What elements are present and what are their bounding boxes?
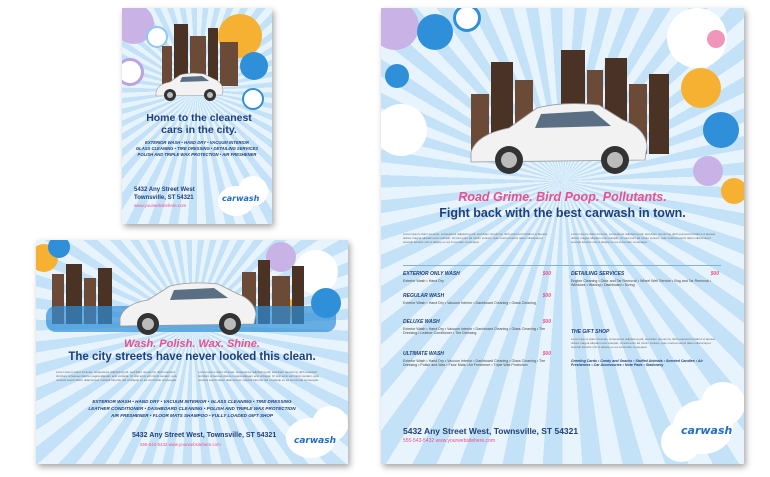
- car-image: [465, 98, 655, 176]
- service-line: POLISH AND TRIPLE WAX PROTECTION • AIR FRESHENER: [137, 152, 257, 157]
- headline: The city streets have never looked this clean.: [68, 351, 316, 363]
- services-list: [50, 398, 334, 419]
- body-text-left: Lorem ipsum dolor sit amet, consectetur adipiscing elit, sed diam nonummy nibh euismod tincidunt ut laoreet dolore magna aliquam erat volutpat. Ut wisi enim ad minim veniam, quis nostrud exerci tation ullamcorper suscipit lobortis nisl ut aliquip ex ea commodo consequat.: [403, 232, 548, 244]
- menu-item-exterior: EXTERIOR ONLY WASH $00: [403, 271, 551, 277]
- services-list: [132, 140, 262, 158]
- carwash-logo: carwash: [681, 424, 733, 437]
- phone-website: 555-543-5432 www.yourwebsitehere.com: [403, 438, 495, 444]
- service-line: EXTERIOR WASH • HAND DRY • VACUUM INTERIOR: [145, 140, 249, 145]
- menu-item-deluxe: DELUXE WASH $00: [403, 319, 551, 325]
- postcard: [36, 240, 348, 464]
- car-image: [152, 70, 226, 102]
- body-text-right: Lorem ipsum dolor sit amet, consectetur adipiscing elit, sed diam nonummy nibh euismod tincidunt ut laoreet dolore magna aliquam erat volutpat. Ut wisi enim ad minim veniam, quis nostrud exerci tation ullamcorper suscipit lobortis nisl ut aliquip ex ea commodo consequat.: [198, 370, 319, 382]
- menu-item-regular: REGULAR WASH $00: [403, 293, 551, 299]
- phone-website: 555-543-5432 www.yourwebsitehere.com: [140, 442, 221, 447]
- body-text-left: Lorem ipsum dolor sit amet, consectetur adipiscing elit, sed diam nonummy nibh euismod tincidunt ut laoreet dolore magna aliquam erat volutpat. Ut wisi enim ad minim veniam, quis nostrud exerci tation ullamcorper suscipit lobortis nisl ut aliquip ex ea commodo consequat.: [56, 370, 177, 382]
- tagline: Road Grime. Bird Poop. Pollutants.: [458, 190, 667, 204]
- flyer-large: Road Grime. Bird Poop. Pollutants. Fight back with the best carwash in town. Lorem ipsum dolor sit amet, consectetur adipiscing elit, sed diam nonummy nibh euismod tincidunt ut laoreet dolore magna aliquam erat volutpat. Ut wisi enim ad minim veniam, quis nostrud exerci tation ullamcorper suscipit lobortis nisl ut aliquip ex ea commodo consequat. Lorem ipsum dolor sit amet, consectetur adipiscing elit, sed diam nonummy nibh euismod tincidunt ut laoreet dolore magna aliquam erat volutpat. Ut wisi enim ad minim veniam, quis nostrud exerci tation ullamcorper suscipit lobortis nisl ut aliquip ex ea commodo consequat. EXTERIOR ONLY WASH $00 Exterior Wash • Hand Dry REGULAR WASH $00 Exterior Wash • Hand Dry • Vacuum Interior • Dashboard Cleaning • Glass Cleaning DELUXE WASH $00 Exterior Wash • Hand Dry • Vacuum Interior • Dashboard Cleaning • Glass Cleaning • Tire Dressing • Leather Conditioner • Tire Dressing ULTIMATE WASH $00 Exterior Wash • Hand Dry • Vacuum Interior • Dashboard Cleaning • Glass Cleaning • Tire Dressing • Polish and Wax • Floor Mats • Air Freshener • Triple Wax Protection DETAILING SERVICES $00 Engine Cleaning • Odor and Tar Removal • Wheel Well Service • Bug and Tar Removal • Windows • Waxing • Dashboard • Sizing THE GIFT SHOP Lorem ipsum dolor sit amet, consectetur adipiscing elit, sed diam nonummy nibh euismod tincidunt ut laoreet dolore magna aliquam erat volutpat. Ut wisi enim ad minim veniam, quis nostrud exerci tation ullamcorper suscipit lobortis nisl ut aliquip ex ea commodo consequat. Greeting Cards • Candy and Snacks • Stuffed Animals • Scented Candles • Air Fresheners • Car Accessories • Note Pads • Stationery 5432 Any Street West, Townsville, ST 54321 555-543-5432 www.yourwebsitehere.com carwash: [381, 8, 744, 464]
- carwash-logo: carwash: [222, 194, 260, 203]
- address: 5432 Any Street West, Townsville, ST 54321: [403, 426, 579, 436]
- headline: Fight back with the best carwash in town.: [439, 206, 686, 220]
- flyer-small: [122, 8, 272, 224]
- body-text-right: Lorem ipsum dolor sit amet, consectetur adipiscing elit, sed diam nonummy nibh euismod tincidunt ut laoreet dolore magna aliquam erat volutpat. Ut wisi enim ad minim veniam, quis nostrud exerci tation ullamcorper suscipit lobortis nisl ut aliquip ex ea commodo consequat.: [571, 232, 716, 244]
- service-line: EXTERIOR WASH • HAND DRY • VACUUM INTERIOR • GLASS CLEANING • TIRE DRESSING: [92, 399, 292, 404]
- menu-item-ultimate: ULTIMATE WASH $00: [403, 351, 551, 357]
- carwash-logo: carwash: [294, 436, 336, 446]
- gift-shop-text: Lorem ipsum dolor sit amet, consectetur adipiscing elit, sed diam nonummy nibh euismod tincidunt ut laoreet dolore magna aliquam erat volutpat. Ut wisi enim ad minim veniam, quis nostrud exerci tation ullamcorper suscipit lobortis nisl ut aliquip ex ea commodo consequat.: [571, 337, 716, 349]
- service-line: LEATHER CONDITIONER • DASHBOARD CLEANING • POLISH AND TRIPLE WAX PROTECTION: [88, 406, 296, 411]
- menu-item-gift-shop: THE GIFT SHOP: [571, 329, 610, 335]
- menu-item-detailing: DETAILING SERVICES $00: [571, 271, 719, 277]
- service-line: AIR FRESHENER • FLOOR MATS SHAMPOO • FULLY LOADED GIFT SHOP: [111, 413, 273, 418]
- address: 5432 Any Street West Townsville, ST 54321 www.yourwebsitehere.com: [134, 187, 195, 208]
- car-image: [114, 278, 264, 336]
- headline: Home to the cleanest cars in the city.: [146, 112, 252, 136]
- address: 5432 Any Street West, Townsville, ST 54321: [132, 432, 277, 439]
- tagline: Wash. Polish. Wax. Shine.: [124, 338, 260, 350]
- service-line: GLASS CLEANING • TIRE DRESSING • DETAILING SERVICES: [135, 146, 259, 151]
